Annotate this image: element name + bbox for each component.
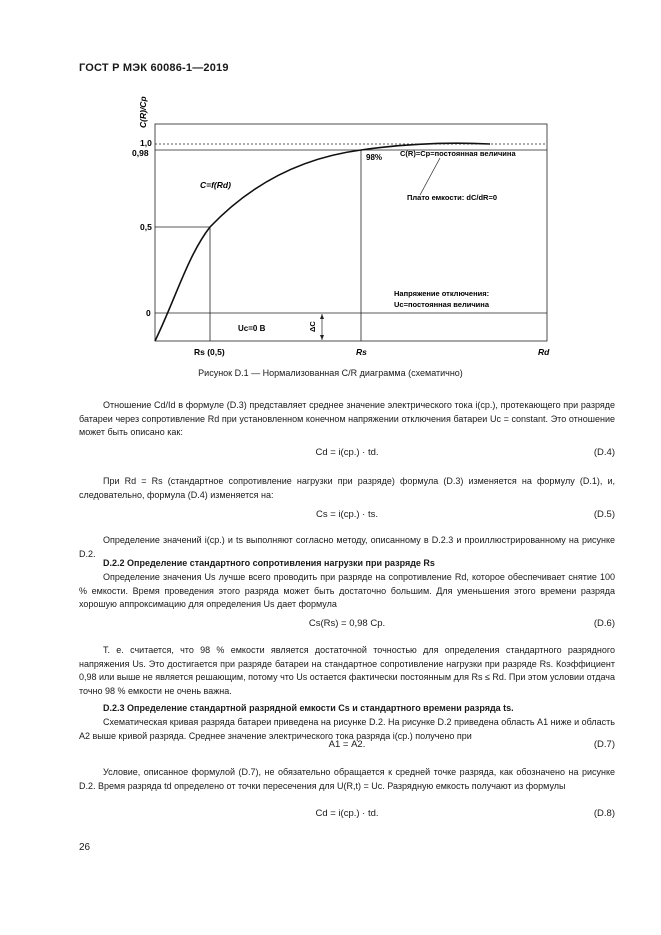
curve-label: C=f(Rd) bbox=[200, 180, 231, 190]
heading-d22: D.2.2 Определение стандартного сопротивления нагрузки при разряде Rs bbox=[103, 558, 435, 568]
equation-d8-number: (D.8) bbox=[593, 808, 615, 819]
paragraph-6: Схематическая кривая разряда батареи приведена на рисунке D.2. На рисунке D.2 приведена область А1 ниже и область А2 выше кривой разряда. Среднее значение электрического тока разряда i(ср.) получено при bbox=[79, 717, 615, 741]
plateau-label: Плато емкости: dC/dR=0 bbox=[407, 193, 497, 202]
cutoff-line-2: Uc=постоянная величина bbox=[394, 300, 489, 309]
equation-d4-number: (D.4) bbox=[593, 447, 615, 458]
heading-d23: D.2.3 Определение стандартной разрядной емкости Cs и стандартного времени разряда ts. bbox=[103, 703, 514, 713]
equation-d5 bbox=[79, 509, 615, 522]
x-label-rs05: Rs (0,5) bbox=[194, 347, 225, 357]
cutoff-line-1: Напряжение отключения: bbox=[394, 289, 490, 298]
y-tick-1-0: 1,0 bbox=[140, 138, 152, 148]
page-number: 26 bbox=[79, 842, 91, 853]
equation-d7-expr: А1 = А2. bbox=[328, 739, 366, 750]
x-label-rd: Rd bbox=[538, 347, 550, 357]
document-header: ГОСТ Р МЭК 60086-1—2019 bbox=[79, 62, 229, 74]
y-axis-title: C(R)/Cp bbox=[138, 96, 148, 128]
equation-d4 bbox=[79, 447, 615, 460]
x-label-rs: Rs bbox=[356, 347, 367, 357]
pct-label: 98% bbox=[366, 153, 383, 162]
equation-d8 bbox=[79, 808, 615, 821]
equation-d4-expr: Cd = i(ср.) · td. bbox=[315, 447, 379, 458]
cr-diagram-figure bbox=[0, 0, 661, 370]
y-tick-0-98: 0,98 bbox=[132, 148, 149, 158]
paragraph-1: Отношение Cd/Id в формуле (D.3) представляет среднее значение электрического тока i(ср.), протекающего при разряде батареи через сопротивление Rd при установленном конечном напряжении отключения батареи Uc = constant. Это отношение может быть описано как: bbox=[79, 400, 615, 437]
equation-d6-expr: Cs(Rs) = 0,98 Cp. bbox=[308, 618, 386, 629]
paragraph-3: Определение значений i(ср.) и ts выполняют согласно методу, описанному в D.2.3 и проиллюстрированному на рисунке D.2. bbox=[79, 535, 615, 559]
equation-d8-expr: Cd = i(ср.) · td. bbox=[315, 808, 379, 819]
equation-d6-number: (D.6) bbox=[593, 618, 615, 629]
plateau-equation: C(R)=Cp=постоянная величина bbox=[400, 149, 516, 158]
figure-caption: Рисунок D.1 — Нормализованная C/R диаграмма (схематично) bbox=[198, 368, 463, 378]
paragraph-2: При Rd = Rs (стандартное сопротивление нагрузки при разряде) формула (D.3) изменяется на формулу (D.1), и, следовательно, формула (D.4) изменяется на: bbox=[79, 476, 615, 500]
equation-d7 bbox=[79, 739, 615, 752]
delta-c-label: ΔC bbox=[308, 321, 317, 332]
equation-d5-expr: Cs = i(ср.) · ts. bbox=[315, 509, 379, 520]
y-tick-0: 0 bbox=[146, 308, 151, 318]
equation-d5-number: (D.5) bbox=[593, 509, 615, 520]
plateau-pointer bbox=[420, 158, 440, 195]
uc-zero-label: Uc=0 В bbox=[238, 324, 266, 333]
paragraph-5: Т. е. считается, что 98 % емкости является достаточной точностью для определения стандартного разрядного напряжения Us. Это достигается при разряде батареи на стандартное сопротивление нагрузки при разряде Rs. Коэффициент 0,98 или выше не является решающим, потому что Us остается фактически постоянным для Rs ≤ Rd. При этом условии отдача точно 98 % емкости не очень важна. bbox=[79, 645, 615, 696]
capacity-curve bbox=[155, 143, 490, 341]
equation-d6 bbox=[79, 618, 615, 631]
equation-d7-number: (D.7) bbox=[593, 739, 615, 750]
paragraph-7: Условие, описанное формулой (D.7), не обязательно обращается к средней точке разряда, как обозначено на рисунке D.2. Время разряда td определено от точки пересечения для U(R,t) = Uc. Разрядную емкость получают из формулы bbox=[79, 767, 615, 791]
paragraph-4: Определение значения Us лучше всего проводить при разряде на сопротивление Rd, которое обеспечивает снятие 100 % емкости. Время проведения этого разряда может быть достаточно большим. Для уменьшения этого времени разряда хорошую аппроксимацию для определения Us дает формула bbox=[79, 572, 615, 609]
y-tick-0-5: 0,5 bbox=[140, 222, 152, 232]
